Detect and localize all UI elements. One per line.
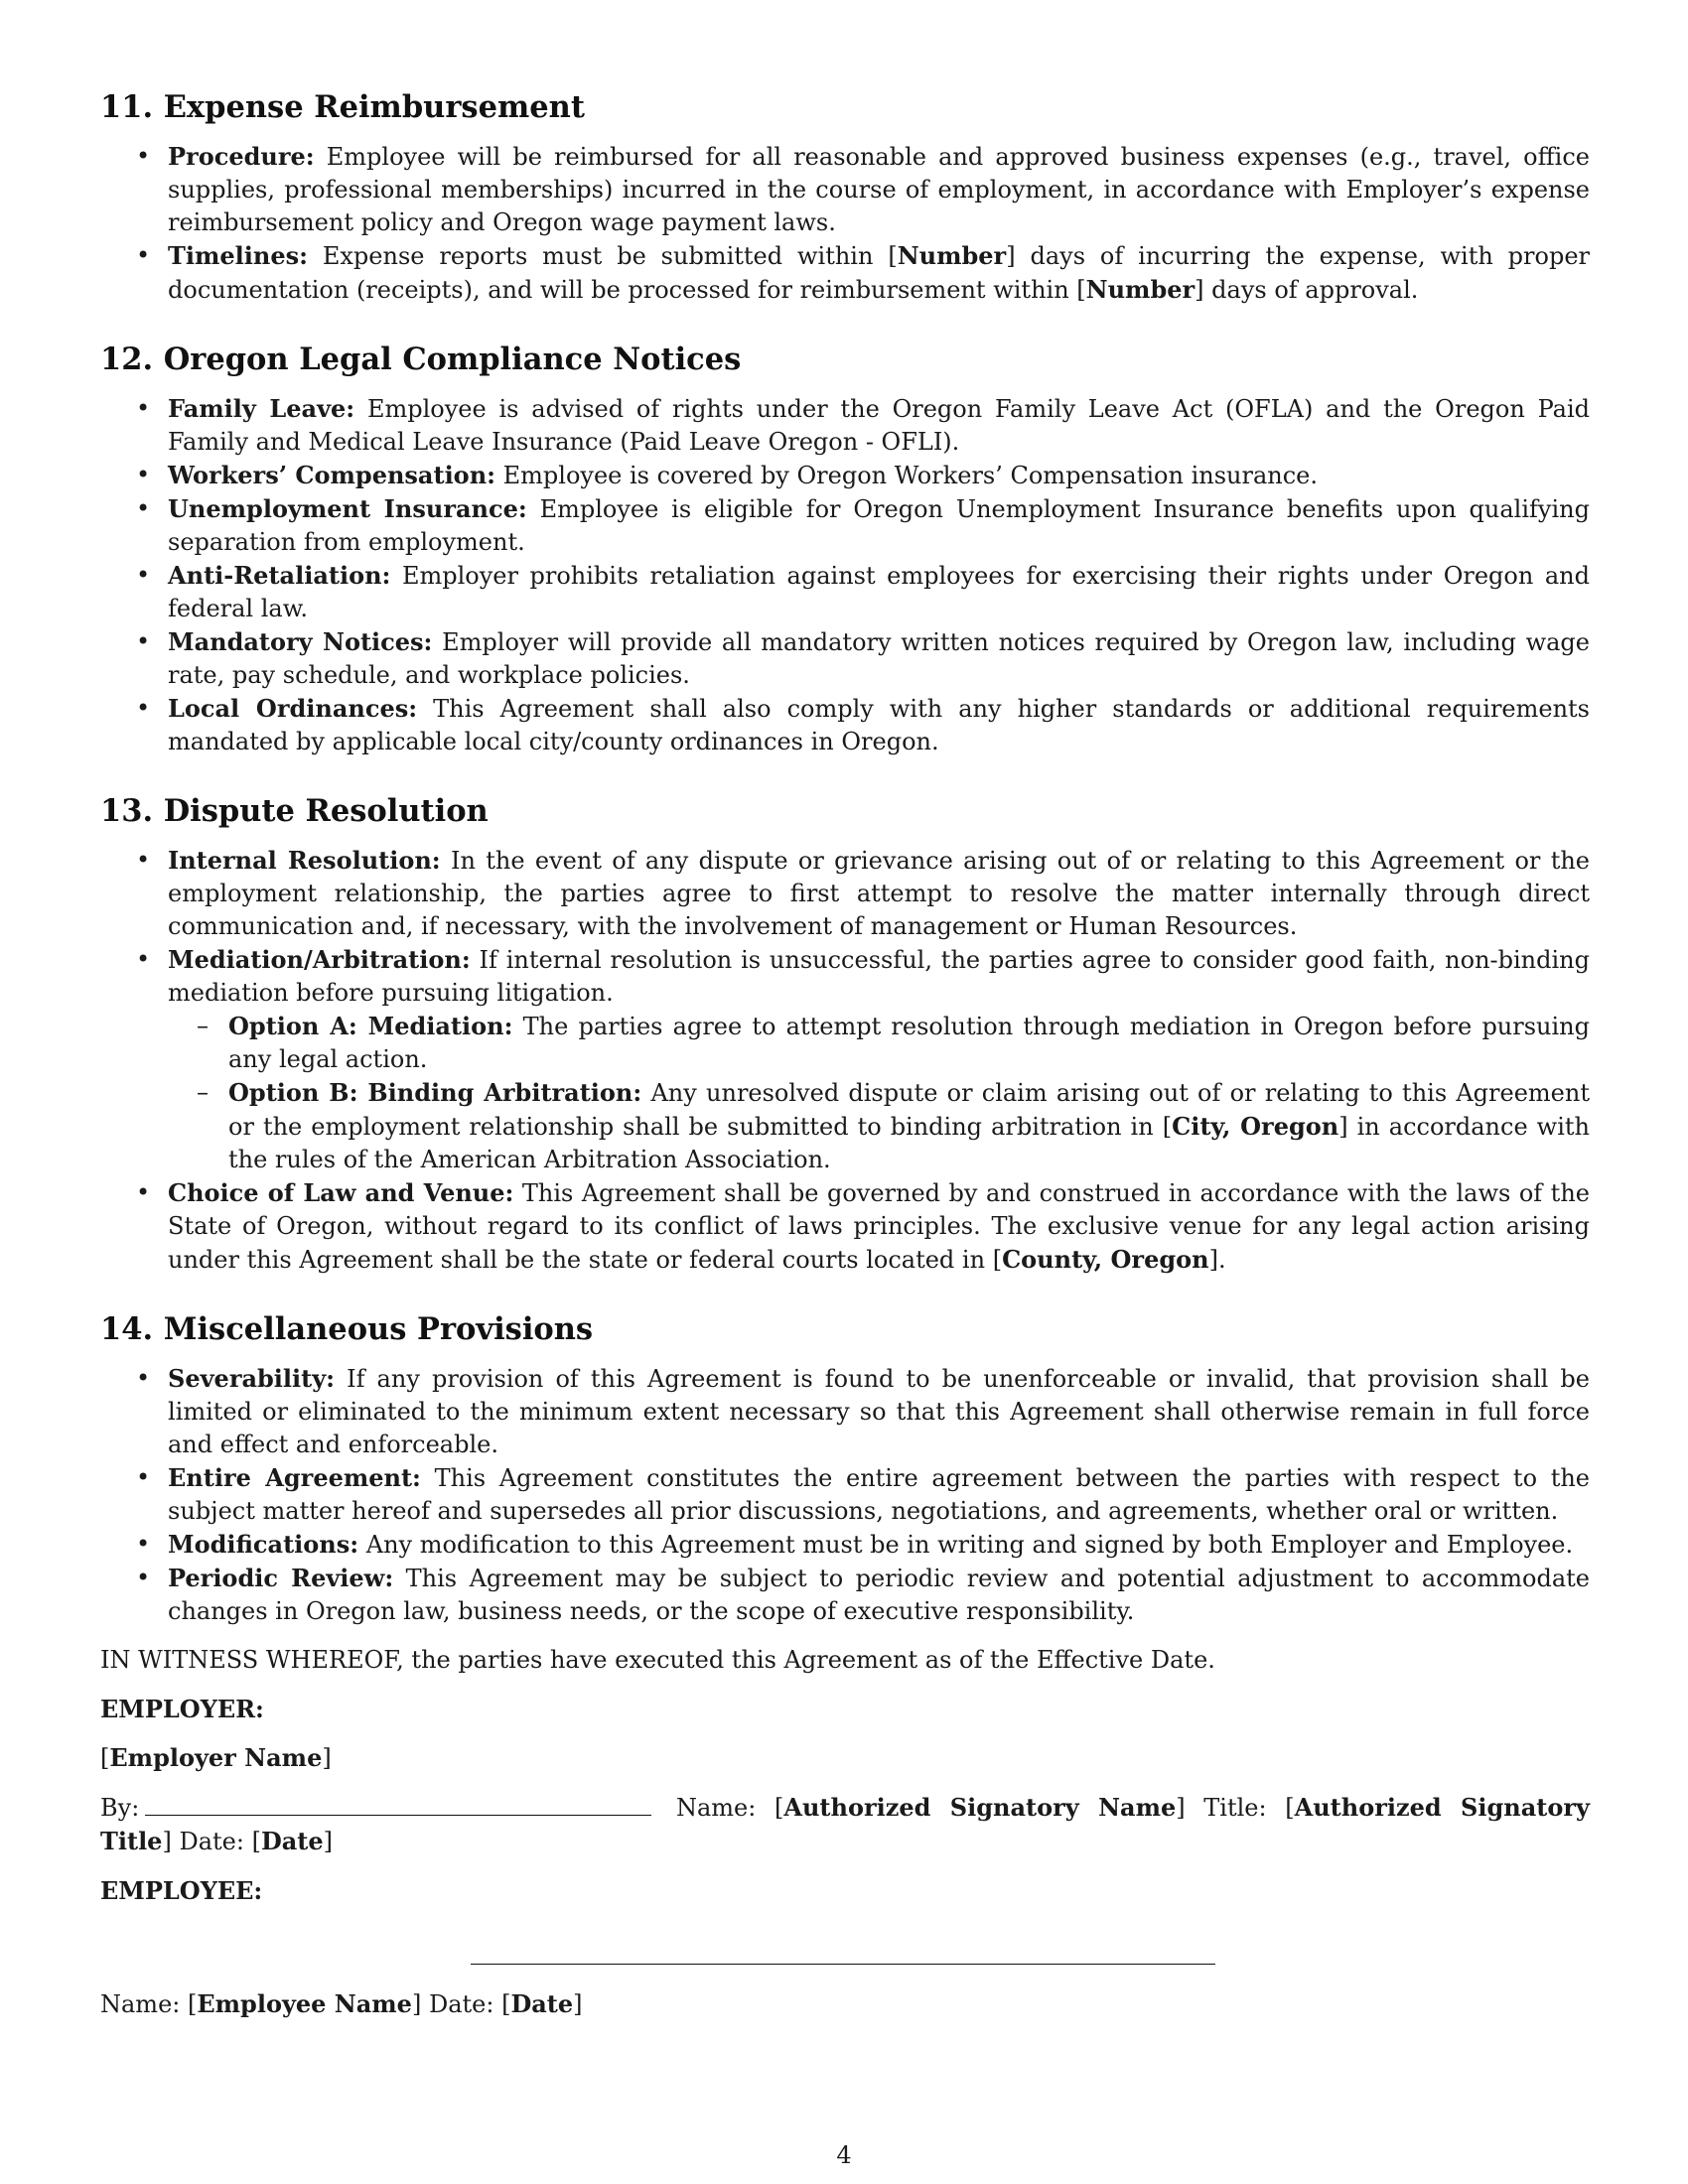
item-text: Employer will provide all mandatory written notices required by Oregon law, including wage rate, pay schedule, and workplace policies. [168,628,1591,689]
section-number: 13. [100,793,154,829]
title-label: Title: [1203,1794,1267,1822]
item-text: The parties agree to attempt resolution through mediation in Oregon before pursuing any legal action. [228,1013,1591,1073]
item-label: Anti-Retaliation: [168,561,391,590]
list-item [100,625,1590,692]
item-text: If internal resolution is unsuccessful, the parties agree to consider good faith, non-binding mediation before pursuing litigation. [168,946,1590,1007]
item-label: Entire Agreement: [168,1463,421,1492]
sub-list-item [168,1010,1590,1076]
section-legal-compliance [100,340,1590,758]
list-item [100,844,1590,943]
employee-heading: EMPLOYEE: [100,1876,263,1905]
section-number: 14. [100,1311,154,1347]
section-expense-reimbursement [100,87,1590,307]
section-title: Dispute Resolution [163,793,489,829]
page-number: 4 [836,2141,852,2169]
placeholder-number: Number [1085,275,1196,304]
employer-heading: EMPLOYER: [100,1695,264,1723]
witness-statement: IN WITNESS WHEREOF, the parties have executed this Agreement as of the Effective Date. [100,1646,1215,1674]
item-label: Option B: Binding Arbitration: [228,1078,642,1107]
sub-list-item: – Option B: Binding Arbitration: Any unresolved dispute or claim arising out of or relating to this Agreement or the employment relationship shall be submitted to binding arbitration in [City, Oregon] in accordance with the rules of the American Arbitration Association. [168,1076,1590,1176]
item-text: In the event of any dispute or grievance arising out of or relating to this Agreement or the employment relationship, the parties agree to first attempt to resolve the matter internally through direct communication and, if necessary, with the involvement of management or Human Resources. [168,847,1590,940]
placeholder-county: County, Oregon [1002,1245,1209,1274]
list-item [100,1562,1590,1628]
section-miscellaneous [100,1309,1590,1628]
page-content [100,87,1590,1907]
item-label: Local Ordinances: [168,694,418,723]
section-heading [100,791,1590,831]
item-text: Any unresolved dispute or claim arising out of or relating to this Agreement or the employment relationship shall be submitted to binding arbitration in [228,1079,1590,1141]
name-label: Name: [100,1990,181,2018]
list-item [100,1362,1590,1461]
item-text: days of incurring the expense, with proper documentation (receipts), and will be processed for reimbursement within [168,242,1591,304]
list-item: • Timelines: Expense reports must be submitted within [Number] days of incurring the expense, with proper documentation (receipts), and will be processed for reimbursement within [Number] days of approval. [100,239,1590,307]
item-text: Any modification to this Agreement must be in writing and signed by both Employer and Employee. [365,1531,1574,1559]
item-text: This Agreement shall be governed by and construed in accordance with the laws of the State of Oregon, without regard to its conflict of laws principles. The exclusive venue for any legal action arising under this Agreement shall be the state or federal courts located in [168,1179,1590,1274]
item-text: Employer prohibits retaliation against employees for exercising their rights under Oregon and federal law. [168,562,1590,622]
item-label: Severability: [168,1364,336,1393]
list-item [100,559,1590,625]
list-item [100,492,1590,559]
sub-list [168,1010,1590,1176]
item-text: Employee is eligible for Oregon Unemployment Insurance benefits upon qualifying separation from employment. [168,495,1590,556]
section-heading [100,1309,1590,1349]
section-heading [100,87,1590,127]
item-label: Mandatory Notices: [168,627,433,656]
list-item: • Choice of Law and Venue: This Agreement shall be governed by and construed in accordance with the laws of the State of Oregon, without regard to its conflict of laws principles. The exclusive venue for any legal action arising under this Agreement shall be the state or federal courts located in [County, Oregon]. [100,1176,1590,1277]
item-label: Mediation/Arbitration: [168,945,471,974]
item-label: Option A: Mediation: [228,1012,513,1040]
item-label: Modifications: [168,1530,359,1559]
date-placeholder: Date [260,1827,324,1855]
item-label: Periodic Review: [168,1564,394,1592]
authorized-name-placeholder: Authorized Signatory Name [783,1793,1177,1822]
item-text: days of approval. [1211,276,1419,304]
date-placeholder: Date [510,1989,574,2018]
employer-name-line: [Employer Name] [100,1743,332,1772]
bullet-list [100,140,1590,307]
section-dispute-resolution [100,791,1590,1277]
by-label: By: [100,1794,140,1822]
placeholder-city: City, Oregon [1172,1112,1339,1141]
section-number: 12. [100,341,154,377]
item-text: Employee is covered by Oregon Workers’ Compensation insurance. [502,462,1318,489]
item-text: . [1217,1246,1226,1274]
section-title: Oregon Legal Compliance Notices [163,341,742,377]
employee-name-line: Name: [Employee Name] Date: [Date] [100,1989,583,2018]
item-text: This Agreement may be subject to periodic review and potential adjustment to accommodate changes in Oregon law, business needs, or the scope of executive responsibility. [168,1565,1590,1625]
section-number: 11. [100,89,154,125]
list-item [100,1528,1590,1562]
employee-name-placeholder: Employee Name [197,1989,412,2018]
item-text: This Agreement shall also comply with any higher standards or additional requirements mandated by applicable local city/county ordinances in Oregon. [168,695,1590,755]
item-text: Employee will be reimbursed for all reasonable and approved business expenses (e.g., travel, office supplies, professional memberships) incurred in the course of employment, in accordance with Employer’s expense reimbursement policy and Oregon wage payment laws. [168,143,1591,236]
list-item [100,943,1590,1176]
item-label: Internal Resolution: [168,846,441,875]
list-item [100,1461,1590,1528]
date-label: Date: [179,1828,244,1855]
list-item [100,459,1590,492]
item-label: Workers’ Compensation: [168,461,495,489]
bullet-list [100,844,1590,1277]
section-title: Miscellaneous Provisions [163,1311,594,1347]
name-label: Name: [675,1794,757,1822]
section-heading [100,340,1590,379]
date-label: Date: [428,1990,494,2018]
section-title: Expense Reimbursement [163,89,585,125]
item-text: This Agreement constitutes the entire agreement between the parties with respect to the subject matter hereof and supersedes all prior discussions, negotiations, and agreements, whether oral or written. [168,1464,1590,1525]
bullet-list [100,392,1590,758]
employer-signature-line: By: Name: [Authorized Signatory Name] Title: [Authorized Signatory Title] Date: [Date] [100,1793,1590,1855]
list-item [100,392,1590,459]
list-item [100,140,1590,239]
list-item [100,692,1590,758]
bullet-list [100,1362,1590,1628]
employer-name-placeholder: Employer Name [109,1743,323,1772]
authorized-title-placeholder: Authorized Signatory Title [100,1793,1590,1855]
item-label: Unemployment Insurance: [168,494,527,523]
item-label: Timelines: [168,241,308,270]
item-text: Employee is advised of rights under the Oregon Family Leave Act (OFLA) and the Oregon Paid Family and Medical Leave Insurance (Paid Leave Oregon - OFLI). [168,395,1591,456]
employee-signature-field[interactable] [471,1964,1215,1965]
item-text: in accordance with the rules of the American Arbitration Association. [228,1113,1590,1173]
item-text: Expense reports must be submitted within [322,242,874,270]
item-text: If any provision of this Agreement is found to be unenforceable or invalid, that provision shall be limited or eliminated to the minimum extent necessary so that this Agreement shall otherwise remain in full force and effect and enforceable. [168,1365,1590,1458]
item-label: Procedure: [168,142,315,171]
item-label: Choice of Law and Venue: [168,1178,514,1207]
item-label: Family Leave: [168,394,355,423]
employer-signature-field[interactable] [145,1793,651,1816]
placeholder-number: Number [897,241,1007,270]
